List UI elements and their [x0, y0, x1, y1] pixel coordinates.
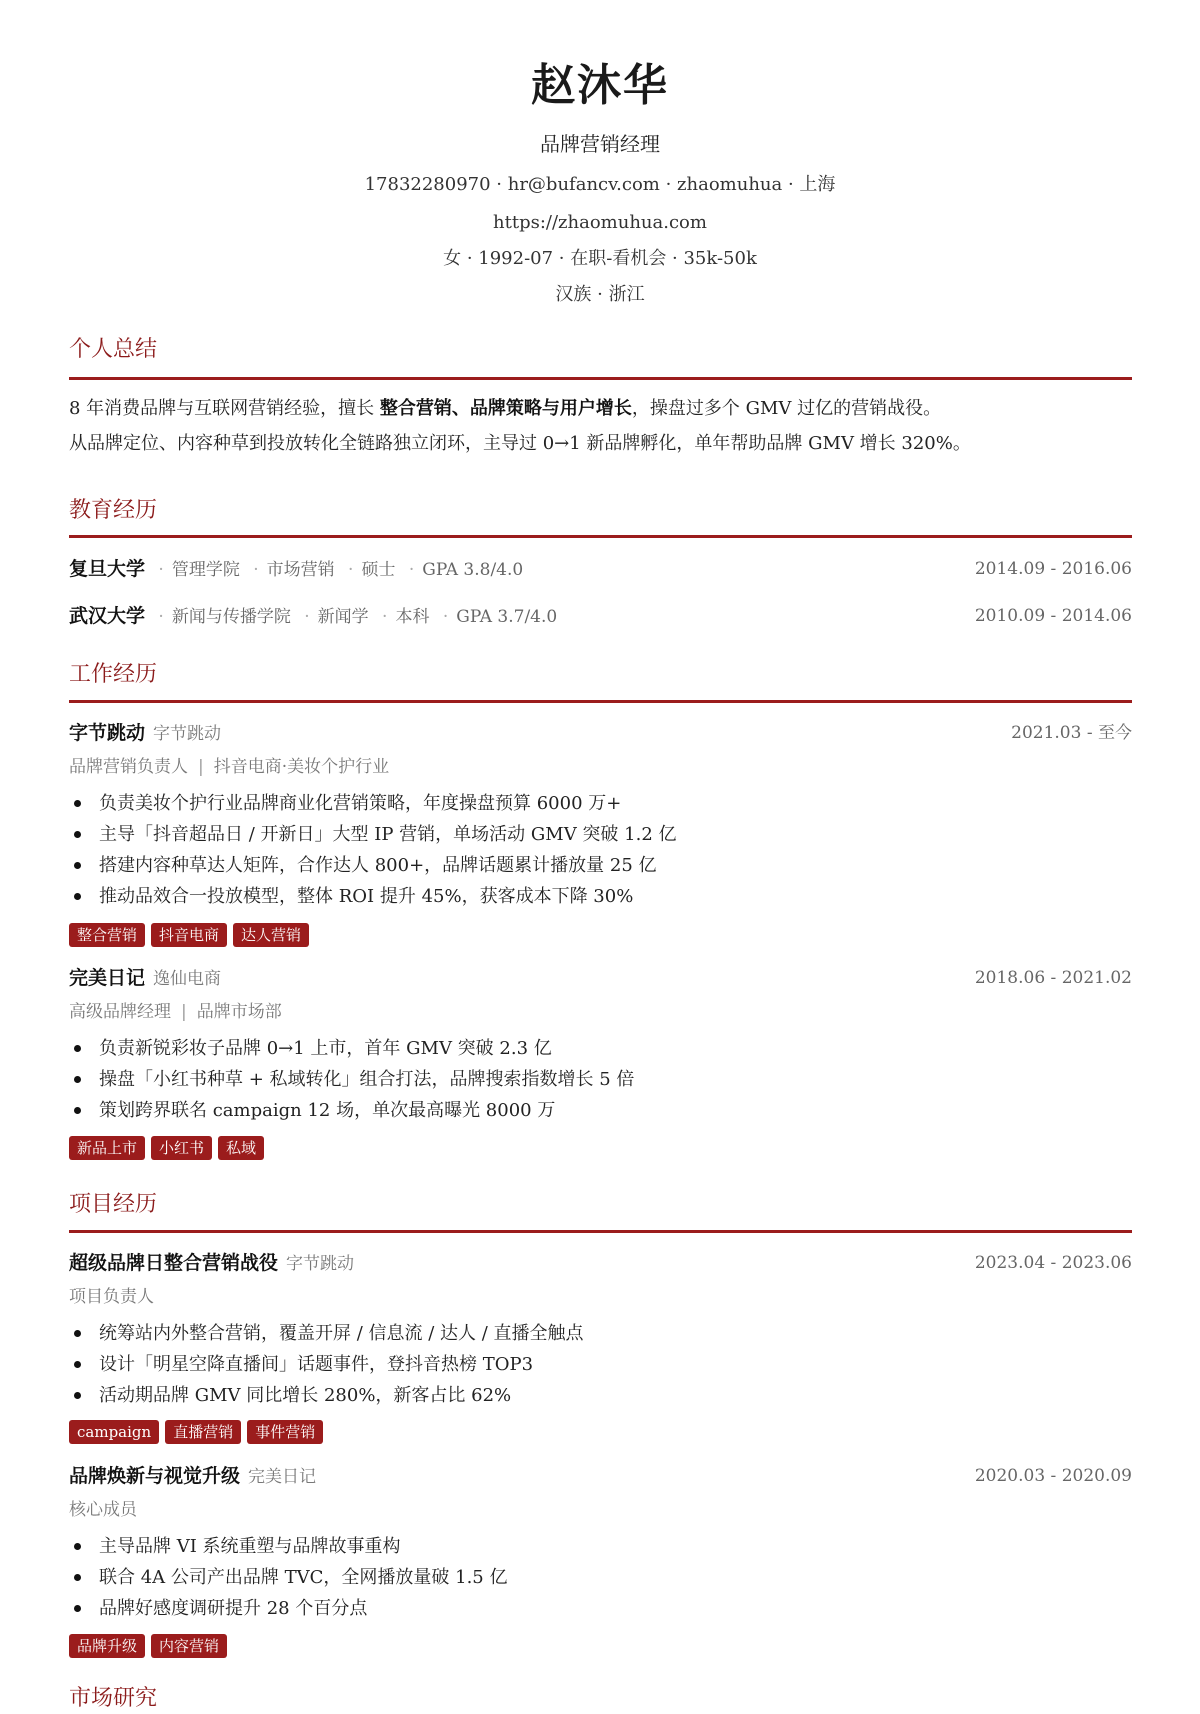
separator-dot: ·: [348, 560, 354, 580]
list-item: 负责美妆个护行业品牌商业化营销策略，年度操盘预算 6000 万+: [69, 788, 677, 819]
list-item: 设计「明星空降直播间」话题事件，登抖音热榜 TOP3: [69, 1349, 584, 1380]
list-item: 联合 4A 公司产出品牌 TVC，全网播放量破 1.5 亿: [69, 1562, 507, 1593]
degree: 本科: [395, 607, 430, 627]
tag: 品牌升级: [69, 1634, 145, 1658]
contact-line: 17832280970 · hr@bufancv.com · zhaomuhua · 上海: [364, 174, 836, 195]
work-date: 2021.03 - 至今: [1011, 723, 1132, 743]
project-bullets: [69, 1531, 507, 1624]
summary-highlight: 整合营销、品牌策略与用户增长: [379, 398, 632, 419]
education-item: [69, 602, 1132, 630]
project-date: 2023.04 - 2023.06: [974, 1253, 1132, 1273]
gpa: GPA 3.8/4.0: [422, 560, 524, 580]
project-bullets: [69, 1318, 584, 1411]
work-bullets: [69, 788, 677, 912]
company-name: 字节跳动: [69, 722, 146, 744]
section-title-education: 教育经历: [69, 498, 158, 523]
section-divider: [69, 535, 1132, 538]
separator-dot: ·: [304, 607, 310, 627]
department: 抖音电商·美妆个护行业: [213, 757, 390, 777]
gpa: GPA 3.7/4.0: [456, 607, 558, 627]
tag: campaign: [69, 1420, 159, 1444]
summary-text: 8 年消费品牌与互联网营销经验，擅长: [69, 398, 380, 419]
company-name: 完美日记: [69, 967, 146, 989]
tag: 达人营销: [233, 923, 309, 947]
role: 高级品牌经理: [69, 1002, 171, 1022]
tag-list: [69, 1136, 270, 1162]
project-name: 超级品牌日整合营销战役: [69, 1252, 279, 1274]
separator-dot: ·: [382, 607, 388, 627]
project-name: 品牌焕新与视觉升级: [69, 1465, 241, 1487]
work-date: 2018.06 - 2021.02: [974, 968, 1132, 988]
project-sub: 完美日记: [248, 1467, 317, 1487]
tag: 整合营销: [69, 923, 145, 947]
education-date: 2014.09 - 2016.06: [974, 559, 1132, 579]
project-sub: 字节跳动: [286, 1254, 355, 1274]
tag: 事件营销: [247, 1420, 323, 1444]
candidate-name: 赵沐华: [531, 60, 669, 111]
tag: 内容营销: [151, 1634, 227, 1658]
section-divider: [69, 1230, 1132, 1233]
separator-dot: ·: [253, 560, 259, 580]
degree: 硕士: [361, 560, 396, 580]
tag-list: [69, 923, 315, 949]
school-name: 武汉大学: [69, 605, 146, 627]
education-item: [69, 555, 1132, 583]
major: 市场营销: [266, 560, 335, 580]
project-item-header: [69, 1462, 1132, 1490]
job-title: 品牌营销经理: [540, 132, 660, 156]
list-item: 主导「抖音超品日 / 开新日」大型 IP 营销，单场活动 GMV 突破 1.2 亿: [69, 819, 677, 850]
section-title-projects: 项目经历: [69, 1192, 158, 1217]
summary-line-2: 从品牌定位、内容种草到投放转化全链路独立闭环，主导过 0→1 新品牌孵化，单年帮助品牌 GMV 增长 320%。: [69, 433, 971, 454]
college: 新闻与传播学院: [171, 607, 291, 627]
section-divider: [69, 700, 1132, 703]
summary-line-1: [69, 396, 1139, 422]
education-date: 2010.09 - 2014.06: [974, 606, 1132, 626]
project-item-header: [69, 1249, 1132, 1277]
company-sub: 逸仙电商: [153, 969, 222, 989]
section-title-market-research: 市场研究: [69, 1686, 158, 1711]
work-role-line: [69, 1000, 282, 1024]
school-name: 复旦大学: [69, 558, 146, 580]
tag-list: [69, 1420, 329, 1446]
list-item: 主导品牌 VI 系统重塑与品牌故事重构: [69, 1531, 507, 1562]
section-title-work: 工作经历: [69, 662, 158, 687]
tag: 抖音电商: [151, 923, 227, 947]
profile-line: 女 · 1992-07 · 在职-看机会 · 35k-50k: [443, 248, 757, 269]
separator-bar: |: [198, 757, 204, 777]
origin-line: 汉族 · 浙江: [555, 284, 645, 305]
work-bullets: [69, 1033, 634, 1126]
project-role: 核心成员: [69, 1500, 137, 1520]
major: 新闻学: [317, 607, 369, 627]
list-item: 负责新锐彩妆子品牌 0→1 上市，首年 GMV 突破 2.3 亿: [69, 1033, 634, 1064]
website-link[interactable]: https://zhaomuhua.com: [493, 212, 707, 233]
project-role: 项目负责人: [69, 1287, 154, 1307]
tag: 新品上市: [69, 1136, 145, 1160]
list-item: 策划跨界联名 campaign 12 场，单次最高曝光 8000 万: [69, 1095, 634, 1126]
project-date: 2020.03 - 2020.09: [974, 1466, 1132, 1486]
section-title-summary: 个人总结: [69, 337, 158, 362]
work-item-header: [69, 719, 1132, 747]
work-item-header: [69, 964, 1132, 992]
separator-dot: ·: [158, 560, 164, 580]
list-item: 搭建内容种草达人矩阵，合作达人 800+，品牌话题累计播放量 25 亿: [69, 850, 677, 881]
list-item: 推动品效合一投放模型，整体 ROI 提升 45%，获客成本下降 30%: [69, 881, 677, 912]
section-divider: [69, 377, 1132, 380]
list-item: 操盘「小红书种草 + 私域转化」组合打法，品牌搜索指数增长 5 倍: [69, 1064, 634, 1095]
list-item: 品牌好感度调研提升 28 个百分点: [69, 1593, 507, 1624]
separator-dot: ·: [158, 607, 164, 627]
separator-dot: ·: [442, 607, 449, 627]
separator-dot: ·: [408, 560, 415, 580]
college: 管理学院: [171, 560, 240, 580]
role: 品牌营销负责人: [69, 757, 188, 777]
list-item: 活动期品牌 GMV 同比增长 280%，新客占比 62%: [69, 1380, 584, 1411]
tag: 直播营销: [165, 1420, 241, 1444]
tag: 私域: [218, 1136, 264, 1160]
company-sub: 字节跳动: [153, 724, 222, 744]
list-item: 统筹站内外整合营销，覆盖开屏 / 信息流 / 达人 / 直播全触点: [69, 1318, 584, 1349]
department: 品牌市场部: [196, 1002, 282, 1022]
tag-list: [69, 1634, 233, 1660]
tag: 小红书: [151, 1136, 212, 1160]
summary-text: ，操盘过多个 GMV 过亿的营销战役。: [631, 398, 942, 419]
work-role-line: [69, 755, 389, 779]
separator-bar: |: [181, 1002, 187, 1022]
